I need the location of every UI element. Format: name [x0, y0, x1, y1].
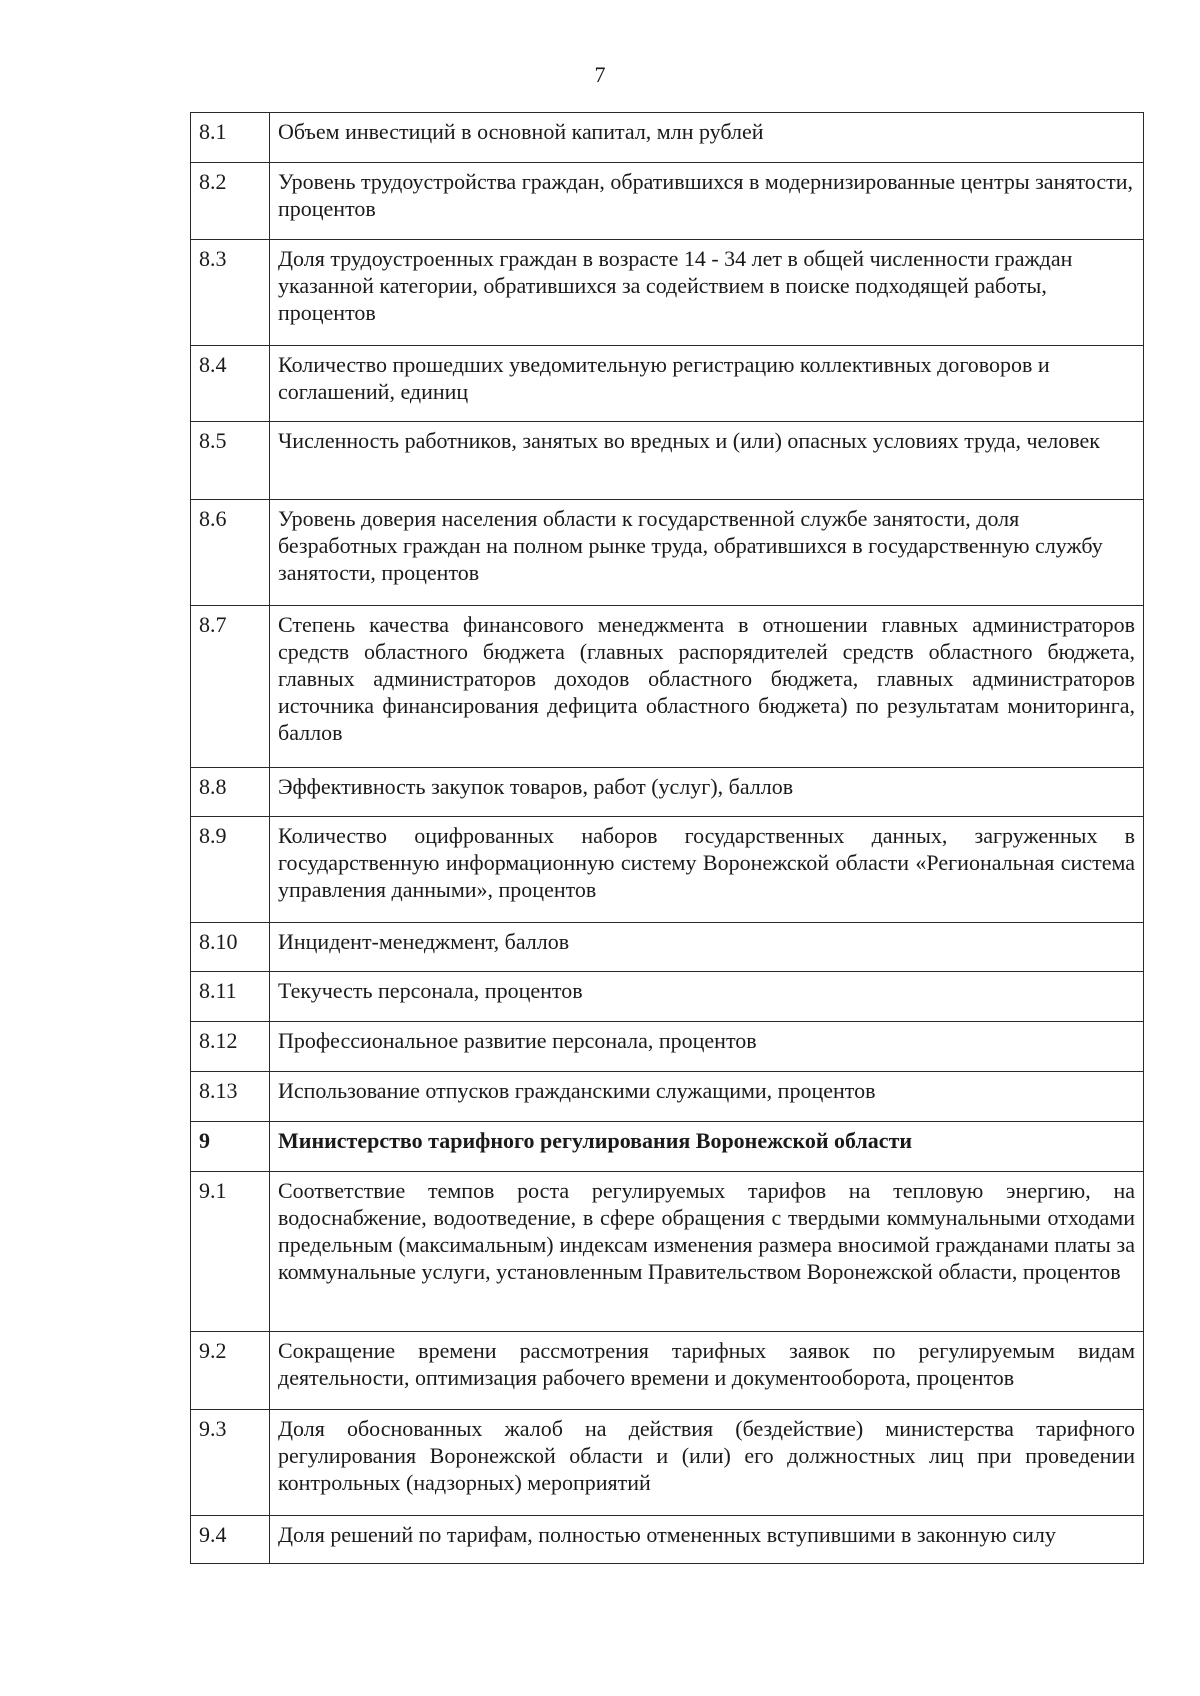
row-text: Сокращение времени рассмотрения тарифных заявок по регулируемым видам деятельности, оптимизация рабочего времени и документооборота, процентов: [270, 1332, 1144, 1410]
row-text: Доля решений по тарифам, полностью отмененных вступившими в законную силу: [270, 1516, 1144, 1564]
row-number: 8.8: [191, 768, 270, 817]
table-row: [191, 346, 1144, 422]
section-title: Министерство тарифного регулирования Воронежской области: [270, 1122, 1144, 1172]
row-number: 8.5: [191, 422, 270, 500]
table-row: [191, 1172, 1144, 1332]
row-number: 8.9: [191, 817, 270, 923]
row-number: 8.3: [191, 240, 270, 346]
table-row: [191, 113, 1144, 163]
page-number: 7: [594, 62, 606, 87]
table-row: [191, 1332, 1144, 1410]
table-row: [191, 817, 1144, 923]
row-text: Численность работников, занятых во вредных и (или) опасных условиях труда, человек: [270, 422, 1144, 500]
table-row: [191, 422, 1144, 500]
row-number: 8.4: [191, 346, 270, 422]
row-number: 8.6: [191, 500, 270, 606]
row-number: 8.2: [191, 163, 270, 240]
table-row: [191, 1022, 1144, 1072]
row-text: Уровень трудоустройства граждан, обратившихся в модернизированные центры занятости, процентов: [270, 163, 1144, 240]
row-number: 9.1: [191, 1172, 270, 1332]
row-number: 9.4: [191, 1516, 270, 1564]
table-row: [191, 972, 1144, 1022]
table-row: [191, 163, 1144, 240]
row-number: 9.2: [191, 1332, 270, 1410]
row-number: 8.7: [191, 606, 270, 768]
table-row: [191, 606, 1144, 768]
table-row: [191, 923, 1144, 972]
row-text: Доля обоснованных жалоб на действия (бездействие) министерства тарифного регулирования Воронежской области и (или) его должностных лиц при проведении контрольных (надзорных) мероприятий: [270, 1410, 1144, 1516]
table-row: [191, 500, 1144, 606]
row-number: 8.12: [191, 1022, 270, 1072]
row-text: Эффективность закупок товаров, работ (услуг), баллов: [270, 768, 1144, 817]
table-row: [191, 1516, 1144, 1564]
row-number: 8.10: [191, 923, 270, 972]
row-number: 8.11: [191, 972, 270, 1022]
row-number: 9.3: [191, 1410, 270, 1516]
row-text: Использование отпусков гражданскими служащими, процентов: [270, 1072, 1144, 1122]
table-row: [191, 1072, 1144, 1122]
table-row: [191, 768, 1144, 817]
table-row: [191, 1410, 1144, 1516]
row-text: Доля трудоустроенных граждан в возрасте 14 - 34 лет в общей численности граждан указанной категории, обратившихся за содействием в поиске подходящей работы, процентов: [270, 240, 1144, 346]
row-text: Степень качества финансового менеджмента в отношении главных администраторов средств областного бюджета (главных распорядителей средств областного бюджета, главных администраторов доходов областного бюджета, главных администраторов источника финансирования дефицита областного бюджета) по результатам мониторинга, баллов: [270, 606, 1144, 768]
indicators-table: [190, 112, 1144, 1564]
row-text: Уровень доверия населения области к государственной службе занятости, доля безработных граждан на полном рынке труда, обратившихся в государственную службу занятости, процентов: [270, 500, 1144, 606]
row-text: Инцидент-менеджмент, баллов: [270, 923, 1144, 972]
row-text: Текучесть персонала, процентов: [270, 972, 1144, 1022]
row-text: Профессиональное развитие персонала, процентов: [270, 1022, 1144, 1072]
section-header-row: [191, 1122, 1144, 1172]
row-text: Количество оцифрованных наборов государственных данных, загруженных в государственную информационную систему Воронежской области «Региональная система управления данными», процентов: [270, 817, 1144, 923]
section-number: 9: [191, 1122, 270, 1172]
row-text: Соответствие темпов роста регулируемых тарифов на тепловую энергию, на водоснабжение, водоотведение, в сфере обращения с твердыми коммунальными отходами предельным (максимальным) индексам изменения размера вносимой гражданами платы за коммунальные услуги, установленным Правительством Воронежской области, процентов: [270, 1172, 1144, 1332]
table-row: [191, 240, 1144, 346]
row-text: Количество прошедших уведомительную регистрацию коллективных договоров и соглашений, единиц: [270, 346, 1144, 422]
row-text: Объем инвестиций в основной капитал, млн рублей: [270, 113, 1144, 163]
row-number: 8.1: [191, 113, 270, 163]
row-number: 8.13: [191, 1072, 270, 1122]
